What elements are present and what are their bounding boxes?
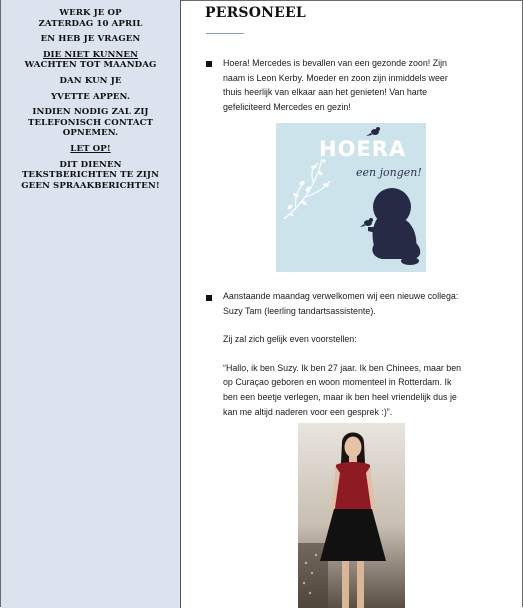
sidebar-notice-line: ZATERDAG 10 APRIL <box>38 18 143 29</box>
sidebar-notice-line: YVETTE APPEN. <box>50 91 131 102</box>
bullet-icon <box>206 61 212 67</box>
page-title: PERSONEEL <box>205 5 306 21</box>
sidebar-notice-line: TELEFONISCH CONTACT <box>27 117 154 128</box>
quote-line: ben een beetje verlegen, maar ik ben heel vriendelijk dus je <box>223 391 457 402</box>
main-content <box>182 0 523 608</box>
baby-silhouette-icon <box>276 123 426 272</box>
sidebar-notice-line: LET OP! <box>70 143 111 154</box>
sidebar-notice <box>1 0 181 608</box>
sidebar-notice-line: EN HEB JE VRAGEN <box>40 34 141 45</box>
sidebar-notice-line: DIT DIENEN <box>59 159 122 170</box>
script-text: een jongen! <box>356 166 422 179</box>
bullet-icon <box>206 295 212 301</box>
text-line: Suzy Tam (leerling tandartsassistente). <box>223 305 376 316</box>
title-underline <box>206 33 244 34</box>
text-line: gefeliciteerd Mercedes en gezin! <box>223 101 351 112</box>
quote-line: op Curaçao geboren en woon momenteel in Rotterdam. Ik <box>223 377 452 388</box>
sidebar-notice-line: OPNEMEN. <box>62 128 119 139</box>
baby-announcement-image <box>276 123 426 272</box>
text-line: thuis heerlijk van elkaar aan het genieten! Van harte <box>223 87 428 98</box>
sidebar-notice-line: GEEN SPRAAKBERICHTEN! <box>21 180 160 191</box>
announcement-birth <box>223 56 523 114</box>
colleague-photo <box>298 423 405 608</box>
text-line: naam is Leon Kerby. Moeder en zoon zijn inmiddels weer <box>223 72 448 83</box>
sidebar-notice-line: WACHTEN TOT MAANDAG <box>24 60 157 71</box>
announcement-new-colleague <box>223 289 523 419</box>
text-line: Zij zal zich gelijk even voorstellen: <box>223 334 357 345</box>
headline-text: HOERA <box>319 137 407 161</box>
sidebar-notice-line: TEKSTBERICHTEN TE ZIJN <box>21 170 160 181</box>
quote-line: kan me altijd naderen voor een gesprek :)”. <box>223 406 393 417</box>
text-line: Aanstaande maandag verwelkomen wij een nieuwe collega: <box>223 291 459 301</box>
sidebar-notice-line: DIE NIET KUNNEN <box>42 49 139 60</box>
sidebar-notice-line: DAN KUN JE <box>59 75 122 86</box>
quote-line: “Hallo, ik ben Suzy. Ik ben 27 jaar. Ik ben Chinees, maar ben <box>223 362 462 373</box>
sidebar-notice-line: WERK JE OP <box>59 8 122 18</box>
person-photo-icon <box>298 423 405 608</box>
text-line: Hoera! Mercedes is bevallen van een gezonde zoon! Zijn <box>223 58 447 68</box>
sidebar-notice-line: INDIEN NODIG ZAL ZIJ <box>32 107 149 118</box>
